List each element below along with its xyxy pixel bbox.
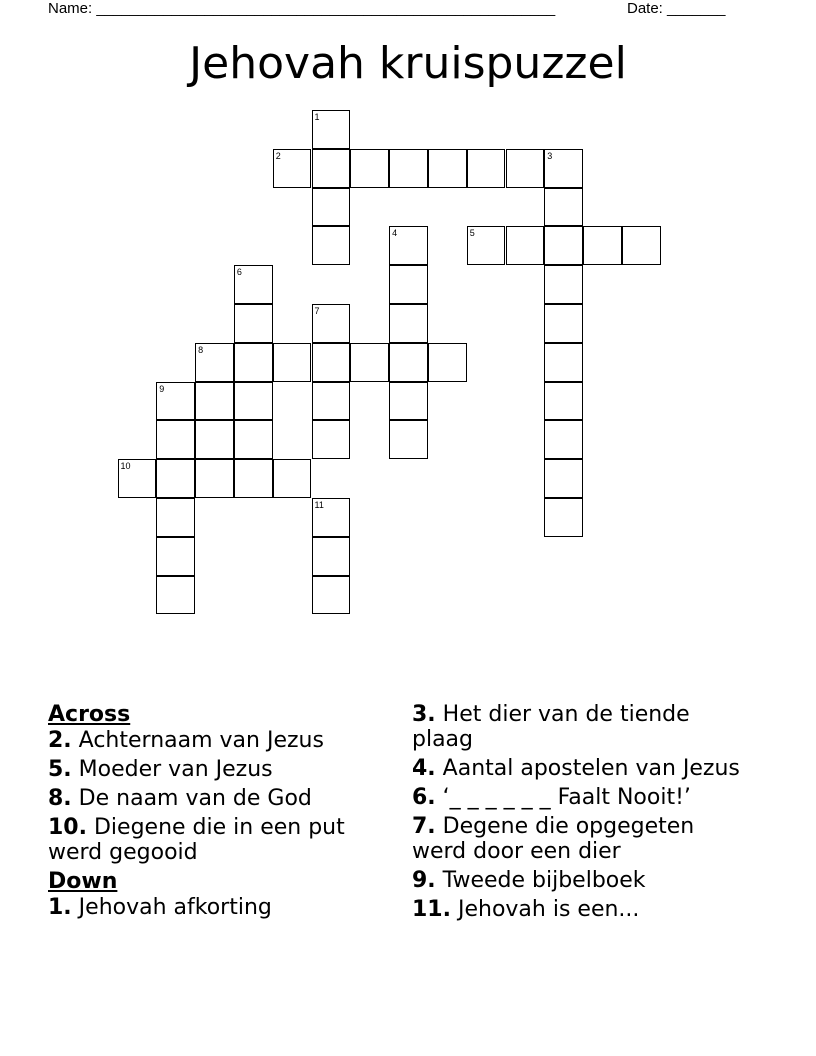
clue-down-6: 6. ‘_ _ _ _ _ _ Faalt Nooit!’ — [412, 785, 691, 810]
grid-cell[interactable] — [544, 343, 583, 382]
grid-cell[interactable] — [312, 537, 351, 576]
grid-cell[interactable] — [312, 149, 351, 188]
date-field-label[interactable]: Date: _______ — [627, 0, 726, 17]
clue-down-4: 4. Aantal apostelen van Jezus — [412, 756, 740, 781]
grid-cell[interactable] — [389, 226, 428, 265]
clue-across-10: 10. Diegene die in een put werd gegooid — [48, 815, 345, 865]
grid-cell[interactable] — [156, 382, 195, 421]
clue-number: 2 — [275, 150, 281, 161]
clue-down-7: 7. Degene die opgegeten werd door een dier — [412, 814, 695, 864]
clue-down-3: 3. Het dier van de tiende plaag — [412, 702, 690, 752]
clues-right-column — [412, 702, 752, 926]
grid-cell[interactable] — [544, 498, 583, 537]
grid-cell[interactable] — [312, 110, 351, 149]
grid-cell[interactable] — [428, 343, 467, 382]
grid-cell[interactable] — [156, 537, 195, 576]
clue-number: 3 — [547, 150, 553, 161]
clue-number: 5 — [469, 228, 475, 239]
grid-cell[interactable] — [312, 576, 351, 615]
grid-cell[interactable] — [350, 343, 389, 382]
grid-cell[interactable] — [195, 382, 234, 421]
grid-cell[interactable] — [118, 459, 157, 498]
grid-cell[interactable] — [544, 304, 583, 343]
grid-cell[interactable] — [273, 149, 312, 188]
grid-cell[interactable] — [583, 226, 622, 265]
grid-cell[interactable] — [273, 459, 312, 498]
grid-cell[interactable] — [350, 149, 389, 188]
grid-cell[interactable] — [544, 420, 583, 459]
grid-cell[interactable] — [389, 149, 428, 188]
grid-cell[interactable] — [234, 382, 273, 421]
grid-cell[interactable] — [544, 459, 583, 498]
clue-across-2: 2. Achternaam van Jezus — [48, 728, 324, 753]
grid-cell[interactable] — [544, 226, 583, 265]
grid-cell[interactable] — [389, 343, 428, 382]
grid-cell[interactable] — [622, 226, 661, 265]
clue-down-9: 9. Tweede bijbelboek — [412, 868, 646, 893]
name-field-label[interactable]: Name: _______________________________________________________ — [48, 0, 556, 17]
clue-number: 10 — [120, 461, 131, 472]
grid-cell[interactable] — [312, 382, 351, 421]
grid-cell[interactable] — [234, 459, 273, 498]
grid-cell[interactable] — [389, 265, 428, 304]
grid-cell[interactable] — [312, 304, 351, 343]
grid-cell[interactable] — [156, 498, 195, 537]
clue-number: 9 — [159, 383, 165, 394]
grid-cell[interactable] — [234, 304, 273, 343]
grid-cell[interactable] — [195, 343, 234, 382]
grid-cell[interactable] — [156, 420, 195, 459]
grid-cell[interactable] — [389, 382, 428, 421]
clue-number: 1 — [314, 112, 320, 122]
clue-number: 6 — [236, 267, 242, 278]
grid-cell[interactable] — [156, 576, 195, 615]
grid-cell[interactable] — [467, 226, 506, 265]
grid-cell[interactable] — [234, 265, 273, 304]
grid-cell[interactable] — [506, 226, 545, 265]
clues-left-column — [48, 702, 388, 924]
grid-cell[interactable] — [389, 304, 428, 343]
grid-cell[interactable] — [312, 188, 351, 227]
clue-number: 4 — [392, 228, 398, 239]
grid-cell[interactable] — [312, 420, 351, 459]
grid-cell[interactable] — [544, 149, 583, 188]
grid-cell[interactable] — [156, 459, 195, 498]
grid-cell[interactable] — [506, 149, 545, 188]
grid-cell[interactable] — [312, 343, 351, 382]
grid-cell[interactable] — [273, 343, 312, 382]
clue-down-11: 11. Jehovah is een... — [412, 897, 640, 922]
down-heading: Down — [48, 869, 118, 894]
grid-cell[interactable] — [544, 265, 583, 304]
grid-cell[interactable] — [195, 420, 234, 459]
grid-cell[interactable] — [195, 459, 234, 498]
clue-number: 8 — [198, 344, 204, 355]
grid-cell[interactable] — [312, 226, 351, 265]
across-heading: Across — [48, 702, 131, 727]
grid-cell[interactable] — [234, 343, 273, 382]
grid-cell[interactable] — [428, 149, 467, 188]
clue-across-5: 5. Moeder van Jezus — [48, 757, 273, 782]
grid-cell[interactable] — [544, 382, 583, 421]
clue-across-8: 8. De naam van de God — [48, 786, 312, 811]
grid-cell[interactable] — [312, 498, 351, 537]
clue-down-1: 1. Jehovah afkorting — [48, 895, 272, 920]
grid-cell[interactable] — [544, 188, 583, 227]
clue-number: 11 — [314, 500, 324, 510]
grid-cell[interactable] — [467, 149, 506, 188]
page-title: Jehovah kruispuzzel — [189, 38, 627, 89]
grid-cell[interactable] — [234, 420, 273, 459]
clue-number: 7 — [314, 306, 320, 316]
grid-cell[interactable] — [389, 420, 428, 459]
